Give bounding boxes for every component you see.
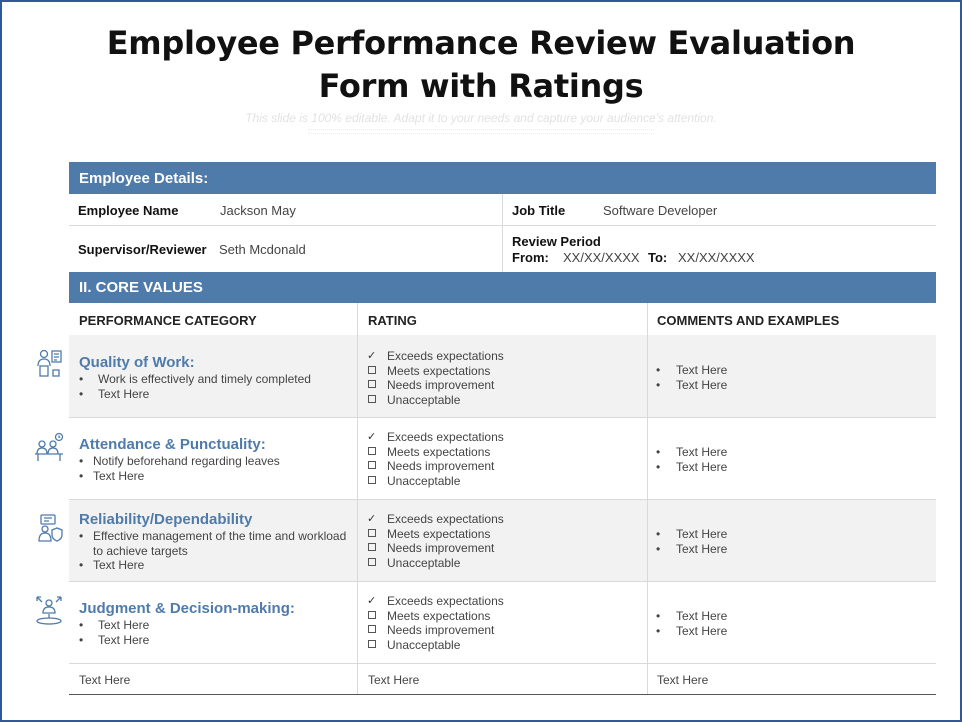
comment-text: Text Here xyxy=(676,541,728,556)
title-line-2: Form with Ratings xyxy=(318,67,644,105)
checkbox-icon xyxy=(368,461,376,469)
rating-label: Meets expectations xyxy=(387,363,491,378)
employee-name-value: Jackson May xyxy=(220,203,296,218)
bullet-text: Text Here xyxy=(93,468,145,483)
employee-name-label: Employee Name xyxy=(78,203,179,218)
rating-option[interactable] xyxy=(367,459,504,474)
comment-text: Text Here xyxy=(676,445,728,459)
col-header-rating: RATING xyxy=(368,313,417,328)
rating-option[interactable] xyxy=(367,638,504,653)
footer-cell: Text Here xyxy=(79,673,131,687)
col-header-comments: COMMENTS AND EXAMPLES xyxy=(657,313,840,328)
rating-label: Needs improvement xyxy=(387,541,495,555)
person-shield-icon xyxy=(33,513,65,545)
bullet-text: Text Here xyxy=(98,618,150,632)
rating-label: Needs improvement xyxy=(387,623,495,637)
rating-options xyxy=(367,430,504,488)
bullet-text: Text Here xyxy=(98,632,150,647)
table-bottom-border xyxy=(69,694,936,695)
job-title-label: Job Title xyxy=(512,203,566,218)
bullet-text: Text Here xyxy=(98,386,150,401)
rating-option[interactable] xyxy=(367,474,504,489)
rating-label: Meets expectations xyxy=(387,444,491,459)
check-icon: ✓ xyxy=(367,431,377,443)
checkbox-icon xyxy=(368,543,376,551)
category-bullets: • Text Here • Text Here xyxy=(79,618,354,647)
checkbox-icon xyxy=(368,380,376,388)
check-icon: ✓ xyxy=(367,350,377,362)
rating-options xyxy=(367,594,504,652)
divider xyxy=(69,663,936,664)
rating-label: Unacceptable xyxy=(387,392,461,407)
category-bullets: • Effective management of the time and workload to achieve targets • Text Here xyxy=(79,529,354,573)
checkbox-icon xyxy=(368,529,376,537)
rating-option[interactable] xyxy=(367,393,504,408)
rating-option[interactable] xyxy=(367,623,504,638)
to-value: XX/XX/XXXX xyxy=(678,250,755,265)
rating-option[interactable] xyxy=(367,556,504,571)
rating-option[interactable] xyxy=(367,527,504,542)
comments-list: • Text Here • Text Here xyxy=(656,363,728,392)
supervisor-value: Seth Mcdonald xyxy=(219,242,306,257)
bullet-text: Notify beforehand regarding leaves xyxy=(93,454,280,468)
checkbox-icon xyxy=(368,625,376,633)
comment-text: Text Here xyxy=(676,527,728,541)
comments-list: • Text Here • Text Here xyxy=(656,609,728,638)
from-label: From: xyxy=(512,250,549,265)
rating-options xyxy=(367,349,504,407)
category-bullets: • Notify beforehand regarding leaves • Text Here xyxy=(79,454,354,483)
comment-text: Text Here xyxy=(676,377,728,392)
rating-label: Exceeds expectations xyxy=(387,349,504,363)
comment-text: Text Here xyxy=(676,363,728,377)
divider xyxy=(502,194,503,272)
checkbox-icon xyxy=(368,558,376,566)
core-values-header: II. CORE VALUES xyxy=(69,272,936,303)
category-bullets: • Work is effectively and timely completed • Text Here xyxy=(79,372,354,401)
bullet-text: Work is effectively and timely completed xyxy=(98,372,311,386)
review-period-label: Review Period xyxy=(512,234,601,249)
person-checklist-icon xyxy=(33,348,65,380)
rating-option-checked[interactable] xyxy=(367,594,504,609)
rating-label: Meets expectations xyxy=(387,526,491,541)
footer-cell: Text Here xyxy=(657,673,709,687)
divider xyxy=(69,499,936,500)
rating-label: Unacceptable xyxy=(387,637,461,652)
person-decision-arrows-icon xyxy=(33,594,65,626)
divider xyxy=(647,303,648,694)
category-title: Judgment & Decision-making: xyxy=(79,600,295,617)
rating-label: Needs improvement xyxy=(387,378,495,392)
comments-list: • Text Here • Text Here xyxy=(656,445,728,474)
comments-list: • Text Here • Text Here xyxy=(656,527,728,556)
comment-text: Text Here xyxy=(676,459,728,474)
check-icon: ✓ xyxy=(367,595,377,607)
checkbox-icon xyxy=(368,640,376,648)
bullet-text: Effective management of the time and workload to achieve targets xyxy=(93,529,347,558)
rating-label: Exceeds expectations xyxy=(387,430,504,444)
divider xyxy=(69,581,936,582)
supervisor-label: Supervisor/Reviewer xyxy=(78,242,207,257)
page-title xyxy=(0,22,962,108)
rating-label: Exceeds expectations xyxy=(387,594,504,608)
comment-text: Text Here xyxy=(676,623,728,638)
divider xyxy=(69,417,936,418)
rating-options xyxy=(367,512,504,570)
category-title: Reliability/Dependability xyxy=(79,511,253,528)
bullet-text: Text Here xyxy=(93,558,145,572)
rating-option[interactable] xyxy=(367,378,504,393)
category-title: Quality of Work: xyxy=(79,354,195,371)
rating-option-checked[interactable] xyxy=(367,430,504,445)
rating-option[interactable] xyxy=(367,541,504,556)
rating-option-checked[interactable] xyxy=(367,512,504,527)
rating-option-checked[interactable] xyxy=(367,349,504,364)
category-title: Attendance & Punctuality: xyxy=(79,436,266,453)
checkbox-icon xyxy=(368,611,376,619)
rating-label: Meets expectations xyxy=(387,608,491,623)
rating-option[interactable] xyxy=(367,609,504,624)
check-icon: ✓ xyxy=(367,513,377,525)
subtitle-underline xyxy=(308,129,654,134)
rating-label: Unacceptable xyxy=(387,555,461,570)
divider xyxy=(357,303,358,694)
people-meeting-clock-icon xyxy=(33,432,65,464)
subtitle: This slide is 100% editable. Adapt it to your needs and capture your audience's attention. xyxy=(245,111,717,125)
checkbox-icon xyxy=(368,395,376,403)
title-line-1: Employee Performance Review Evaluation xyxy=(106,24,856,62)
rating-label: Unacceptable xyxy=(387,473,461,488)
job-title-value: Software Developer xyxy=(603,203,718,218)
rating-option[interactable] xyxy=(367,364,504,379)
rating-label: Exceeds expectations xyxy=(387,512,504,526)
checkbox-icon xyxy=(368,476,376,484)
comment-text: Text Here xyxy=(676,609,728,623)
col-header-category: PERFORMANCE CATEGORY xyxy=(79,313,257,328)
footer-cell: Text Here xyxy=(368,673,420,687)
checkbox-icon xyxy=(368,447,376,455)
rating-option[interactable] xyxy=(367,445,504,460)
employee-details-header: Employee Details: xyxy=(69,162,936,194)
to-label: To: xyxy=(648,250,668,265)
from-value: XX/XX/XXXX xyxy=(563,250,640,265)
rating-label: Needs improvement xyxy=(387,459,495,473)
checkbox-icon xyxy=(368,366,376,374)
